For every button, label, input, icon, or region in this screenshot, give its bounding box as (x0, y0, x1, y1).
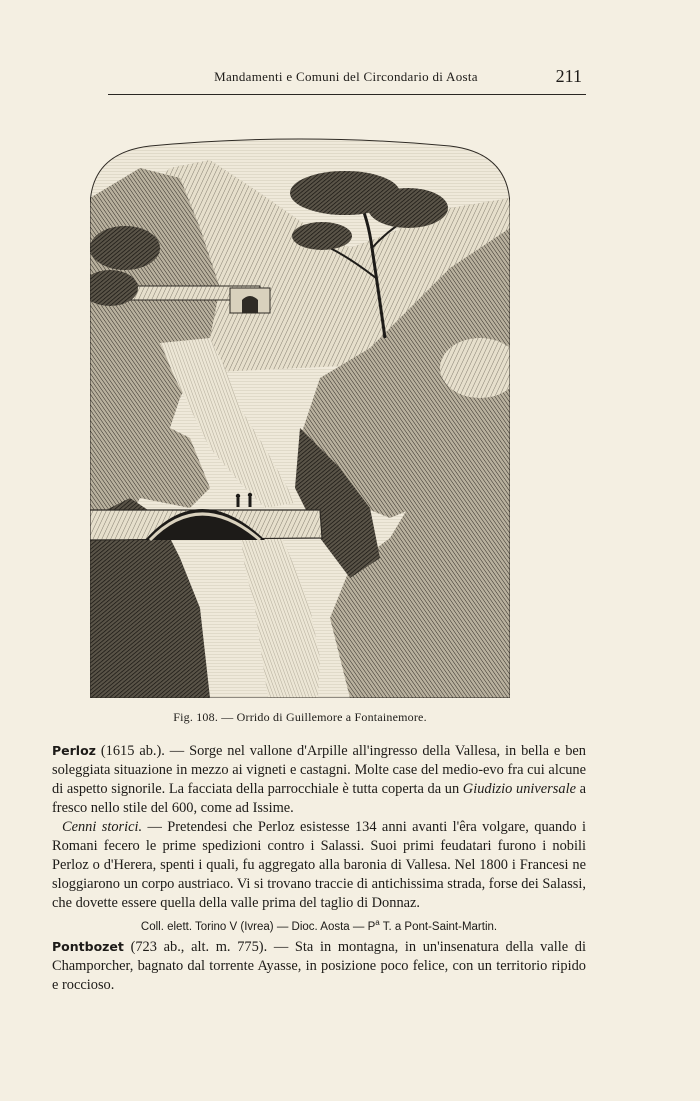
section-label: Cenni storici. (62, 819, 143, 835)
pontbozet-description: Pontbozet (723 ab., alt. m. 775). — Sta in montagna, in un'insenatura della valle di Champorcher, bagnato dal torrente Ayasse, in posizione poco felice, con un territorio ripido e roccioso. (52, 939, 586, 993)
engraving-illustration (90, 138, 510, 698)
perloz-history: Cenni storici. — Pretendesi che Perloz esistesse 134 anni avanti l'êra volgare, quando i Romani fecero le prime spedizioni contro i Salassi. Suoi primi feudatari furono i nobili Perloz o d'Herera, spenti i quali, fu aggregato alla baronia di Vallesa. Nel 1800 i Francesi ne sloggiarono un corpo austriaco. Vi si trovano traccie di antichissima strada, forse dei Salassi, che dovette essere quella della valle prima del taglio di Donnaz. (52, 819, 586, 911)
entry-pontbozet (52, 937, 586, 995)
running-title: Mandamenti e Comuni del Circondario di Aosta (214, 69, 478, 84)
entry-perloz (52, 741, 586, 937)
page-header (108, 66, 584, 88)
perloz-description: Perloz (1615 ab.). — Sorge nel vallone d'Arpille all'ingresso della Vallesa, in bella e ben soleggiata situazione in mezzo ai vigneti e castagni. Molte case del medio-evo fra cui alcune di aspetto signorile. La facciata della parrocchiale è tutta coperta da un Giudizio universale a fresco nello stile del 600, come ad Issime. (52, 743, 586, 816)
page-number: 211 (555, 66, 582, 86)
entry-name: Perloz (52, 743, 96, 758)
figure-caption: Fig. 108. — Orrido di Guillemore a Fontainemore. (173, 710, 427, 724)
header-rule (108, 94, 586, 95)
entry-name: Pontbozet (52, 939, 124, 954)
administrative-note: Coll. elett. Torino V (Ivrea) — Dioc. Aosta — $P^a$ T. a Pont-Saint-Martin. (140, 918, 498, 933)
artwork-title: Giudizio universale (462, 781, 576, 797)
